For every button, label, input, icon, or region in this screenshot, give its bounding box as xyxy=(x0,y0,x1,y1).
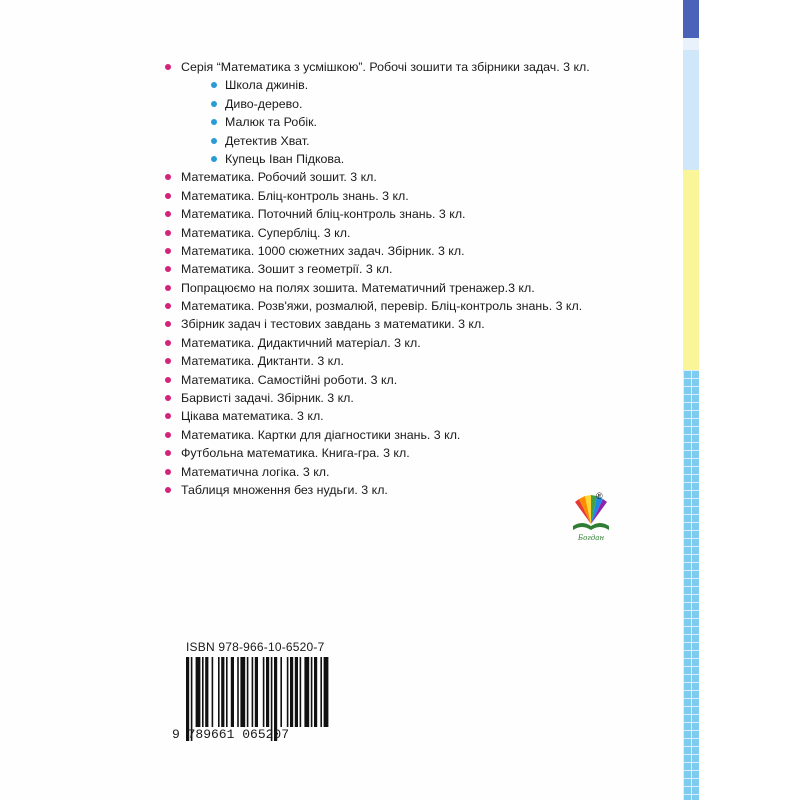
isbn-number: ISBN 978-966-10-6520-7 xyxy=(186,640,325,654)
book-item xyxy=(165,297,590,315)
barcode-bar xyxy=(320,657,322,727)
bullet-icon xyxy=(165,174,171,180)
barcode-bar xyxy=(287,657,289,727)
bullet-icon xyxy=(165,303,171,309)
series-item-label: Школа джинів. xyxy=(225,78,309,93)
book-item xyxy=(165,334,590,352)
book-title: Цікава математика. 3 кл. xyxy=(181,409,324,424)
book-title: Математика. Диктанти. 3 кл. xyxy=(181,354,344,369)
book-item xyxy=(165,260,590,278)
book-title: Математика. Картки для діагностики знань. 3 кл. xyxy=(181,427,461,442)
strip-grid-segment xyxy=(683,370,699,800)
barcode-bar xyxy=(231,657,234,727)
book-title: Математика. Розв'яжи, розмалюй, перевір. Бліц-контроль знань. 3 кл. xyxy=(181,299,583,314)
book-item xyxy=(165,187,590,205)
barcode-bar xyxy=(212,657,214,727)
registered-mark: ® xyxy=(596,491,603,501)
book-title: Математика. Самостійні роботи. 3 кл. xyxy=(181,372,398,387)
book-item xyxy=(165,463,590,481)
book-item xyxy=(165,407,590,425)
barcode-bar xyxy=(202,657,204,727)
barcode-bar xyxy=(196,657,201,727)
barcode-bar xyxy=(205,657,208,727)
book-item xyxy=(165,444,590,462)
bullet-icon xyxy=(165,321,171,327)
barcode-bar xyxy=(247,657,249,727)
barcode-digits: 9 789661 065207 xyxy=(172,727,290,742)
series-item xyxy=(165,150,590,168)
barcode-bar xyxy=(311,657,313,727)
book-title: Таблиця множення без нудьги. 3 кл. xyxy=(181,482,388,497)
book-title: Математика. Бліц-контроль знань. 3 кл. xyxy=(181,188,409,203)
book-item xyxy=(165,242,590,260)
barcode-bar xyxy=(266,657,269,727)
book-item xyxy=(165,279,590,297)
barcode-bar xyxy=(226,657,228,727)
page-margin xyxy=(699,0,800,800)
barcode-bar xyxy=(237,657,239,727)
publisher-logo-icon xyxy=(566,488,616,546)
series-item-label: Малюк та Робік. xyxy=(225,115,317,130)
book-item xyxy=(165,224,590,242)
book-title: Попрацюємо на полях зошита. Математичний тренажер.3 кл. xyxy=(181,280,535,295)
bullet-icon xyxy=(165,230,171,236)
barcode-bar xyxy=(255,657,258,727)
bullet-icon xyxy=(165,248,171,254)
series-item xyxy=(165,76,590,94)
book-title: Математика. Зошит з геометрії. 3 кл. xyxy=(181,262,393,277)
book-item xyxy=(165,426,590,444)
barcode-bar xyxy=(295,657,298,727)
series-item-label: Диво-дерево. xyxy=(225,96,303,111)
strip-white-segment xyxy=(683,38,699,50)
bullet-icon xyxy=(165,211,171,217)
barcode-bar xyxy=(280,657,282,727)
book-title: Математична логіка. 3 кл. xyxy=(181,464,330,479)
bullet-icon xyxy=(165,266,171,272)
barcode-bar xyxy=(240,657,245,727)
strip-lightblue-segment xyxy=(683,50,699,170)
bullet-icon xyxy=(211,156,217,162)
book-title: Збірник задач і тестових завдань з математики. 3 кл. xyxy=(181,317,485,332)
barcode-bar xyxy=(290,657,293,727)
bullet-icon xyxy=(165,469,171,475)
book-item xyxy=(165,481,590,499)
bullet-icon xyxy=(165,285,171,291)
bullet-icon xyxy=(165,358,171,364)
book-list xyxy=(165,58,590,499)
bullet-icon xyxy=(211,101,217,107)
barcode-bar xyxy=(300,657,302,727)
barcode-bar xyxy=(263,657,265,727)
book-item xyxy=(165,371,590,389)
series-item-label: Купець Іван Підкова. xyxy=(225,151,345,166)
book-title: Футбольна математика. Книга-гра. 3 кл. xyxy=(181,446,410,461)
bullet-icon xyxy=(165,450,171,456)
barcode-bar xyxy=(314,657,317,727)
barcode-bar xyxy=(324,657,329,727)
side-color-strip xyxy=(683,0,699,800)
bullet-icon xyxy=(165,413,171,419)
barcode-bar xyxy=(252,657,254,727)
book-title: Барвисті задачі. Збірник. 3 кл. xyxy=(181,391,354,406)
bullet-icon xyxy=(211,119,217,125)
strip-blue-segment xyxy=(683,0,699,38)
bullet-icon xyxy=(165,193,171,199)
book-item xyxy=(165,389,590,407)
book-item xyxy=(165,168,590,186)
book-title: Математика. 1000 сюжетних задач. Збірник. 3 кл. xyxy=(181,243,465,258)
bullet-icon xyxy=(211,138,217,144)
book-title: Математика. Поточний бліц-контроль знань. 3 кл. xyxy=(181,207,466,222)
series-title: Серія “Математика з усмішкою”. Робочі зошити та збірники задач. 3 кл. xyxy=(181,60,590,74)
strip-yellow-segment xyxy=(683,170,699,370)
bullet-icon xyxy=(165,64,171,70)
series-item-label: Детектив Хват. xyxy=(225,133,310,148)
series-item xyxy=(165,113,590,131)
book-title: Математика. Дидактичний матеріал. 3 кл. xyxy=(181,335,421,350)
barcode-bar xyxy=(218,657,220,727)
series-item xyxy=(165,132,590,150)
book-item xyxy=(165,352,590,370)
bullet-icon xyxy=(165,377,171,383)
bullet-icon xyxy=(165,487,171,493)
logo-wordmark: Богдан xyxy=(577,534,605,542)
book-title: Математика. Робочий зошит. 3 кл. xyxy=(181,170,377,185)
bullet-icon xyxy=(165,340,171,346)
series-title-item xyxy=(165,58,590,76)
barcode-bar xyxy=(304,657,309,727)
book-item xyxy=(165,205,590,223)
bullet-icon xyxy=(165,432,171,438)
bullet-icon xyxy=(211,82,217,88)
book-item xyxy=(165,315,590,333)
bullet-icon xyxy=(165,395,171,401)
series-item xyxy=(165,95,590,113)
book-title: Математика. Супербліц. 3 кл. xyxy=(181,225,351,240)
barcode-bar xyxy=(221,657,224,727)
